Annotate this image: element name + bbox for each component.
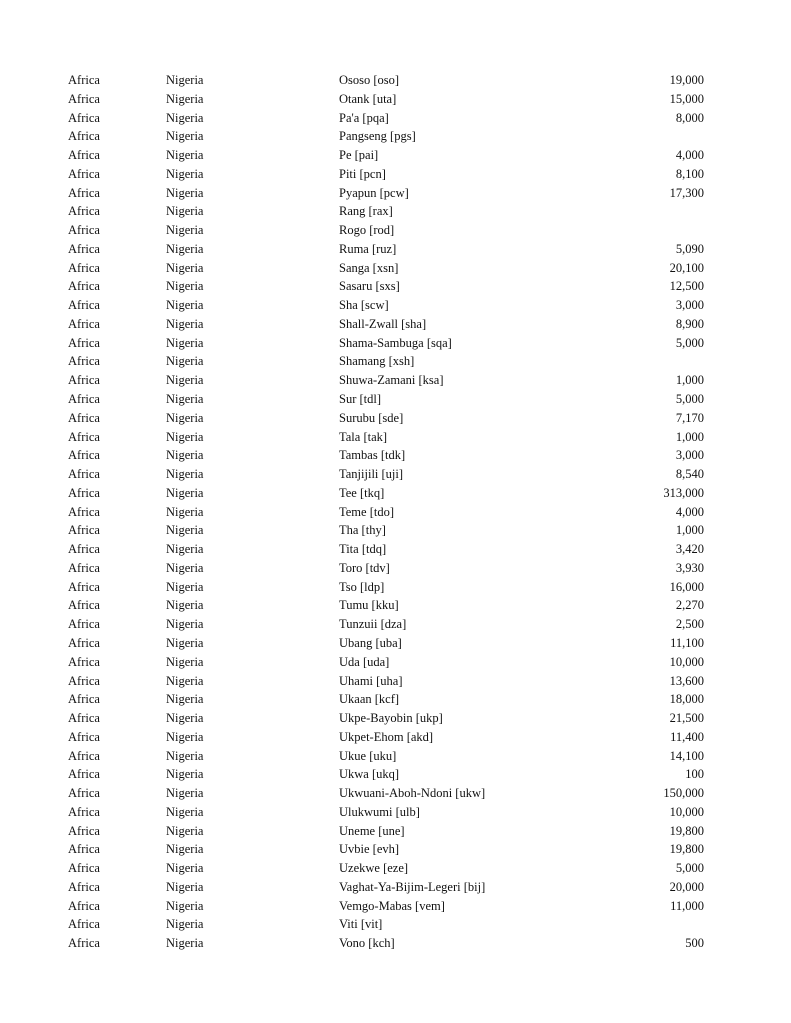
population-cell: 2,270 bbox=[675, 598, 704, 613]
table-row bbox=[68, 446, 704, 465]
population-cell: 11,400 bbox=[670, 729, 704, 744]
language-cell: Shall-Zwall [sha] bbox=[339, 316, 427, 331]
country-cell: Nigeria bbox=[166, 223, 204, 238]
language-cell: Tso [ldp] bbox=[339, 579, 385, 594]
language-cell: Otank [uta] bbox=[339, 91, 397, 106]
country-cell: Nigeria bbox=[166, 823, 204, 838]
population-cell: 8,540 bbox=[675, 467, 704, 482]
language-table bbox=[68, 71, 704, 953]
country-cell: Nigeria bbox=[166, 129, 204, 144]
table-row bbox=[68, 521, 704, 540]
table-row bbox=[68, 709, 704, 728]
country-cell: Nigeria bbox=[166, 861, 204, 876]
country-cell: Nigeria bbox=[166, 448, 204, 463]
language-cell: Vaghat-Ya-Bijim-Legeri [bij] bbox=[339, 879, 486, 894]
table-row bbox=[68, 202, 704, 221]
language-cell: Sha [scw] bbox=[339, 298, 389, 313]
region-cell: Africa bbox=[68, 223, 100, 238]
region-cell: Africa bbox=[68, 560, 100, 575]
region-cell: Africa bbox=[68, 260, 100, 275]
country-cell: Nigeria bbox=[166, 898, 204, 913]
table-row bbox=[68, 296, 704, 315]
population-cell: 1,000 bbox=[675, 429, 704, 444]
language-cell: Tumu [kku] bbox=[339, 598, 399, 613]
language-cell: Ukpe-Bayobin [ukp] bbox=[339, 711, 443, 726]
region-cell: Africa bbox=[68, 110, 100, 125]
table-row bbox=[68, 277, 704, 296]
country-cell: Nigeria bbox=[166, 617, 204, 632]
country-cell: Nigeria bbox=[166, 185, 204, 200]
language-cell: Teme [tdo] bbox=[339, 504, 395, 519]
table-row bbox=[68, 221, 704, 240]
region-cell: Africa bbox=[68, 166, 100, 181]
region-cell: Africa bbox=[68, 729, 100, 744]
table-row bbox=[68, 165, 704, 184]
country-cell: Nigeria bbox=[166, 542, 204, 557]
region-cell: Africa bbox=[68, 73, 100, 87]
region-cell: Africa bbox=[68, 917, 100, 932]
region-cell: Africa bbox=[68, 579, 100, 594]
table-row bbox=[68, 822, 704, 841]
country-cell: Nigeria bbox=[166, 879, 204, 894]
region-cell: Africa bbox=[68, 692, 100, 707]
language-cell: Tha [thy] bbox=[339, 523, 386, 538]
table-row bbox=[68, 352, 704, 371]
country-cell: Nigeria bbox=[166, 166, 204, 181]
language-cell: Uhami [uha] bbox=[339, 673, 403, 688]
language-cell: Ubang [uba] bbox=[339, 635, 402, 650]
table-row bbox=[68, 127, 704, 146]
language-cell: Ukpet-Ehom [akd] bbox=[339, 729, 434, 744]
language-cell: Ruma [ruz] bbox=[339, 241, 397, 256]
table-row bbox=[68, 634, 704, 653]
country-cell: Nigeria bbox=[166, 673, 204, 688]
language-cell: Surubu [sde] bbox=[339, 410, 404, 425]
country-cell: Nigeria bbox=[166, 560, 204, 575]
region-cell: Africa bbox=[68, 523, 100, 538]
country-cell: Nigeria bbox=[166, 335, 204, 350]
table-row bbox=[68, 897, 704, 916]
country-cell: Nigeria bbox=[166, 598, 204, 613]
country-cell: Nigeria bbox=[166, 523, 204, 538]
table-row bbox=[68, 484, 704, 503]
table-row bbox=[68, 728, 704, 747]
population-cell: 8,000 bbox=[675, 110, 704, 125]
table-row bbox=[68, 465, 704, 484]
region-cell: Africa bbox=[68, 879, 100, 894]
table-row bbox=[68, 315, 704, 334]
language-cell: Vono [kch] bbox=[339, 936, 395, 951]
region-cell: Africa bbox=[68, 842, 100, 857]
table-row bbox=[68, 859, 704, 878]
language-cell: Tunzuii [dza] bbox=[339, 617, 407, 632]
region-cell: Africa bbox=[68, 129, 100, 144]
population-cell: 4,000 bbox=[675, 504, 704, 519]
table-row bbox=[68, 915, 704, 934]
country-cell: Nigeria bbox=[166, 804, 204, 819]
table-row bbox=[68, 690, 704, 709]
country-cell: Nigeria bbox=[166, 392, 204, 407]
population-cell: 19,000 bbox=[669, 73, 704, 87]
language-cell: Ukaan [kcf] bbox=[339, 692, 400, 707]
region-cell: Africa bbox=[68, 485, 100, 500]
population-cell: 18,000 bbox=[669, 692, 704, 707]
population-cell: 21,500 bbox=[669, 711, 704, 726]
population-cell: 3,930 bbox=[675, 560, 704, 575]
table-row bbox=[68, 409, 704, 428]
population-cell: 16,000 bbox=[669, 579, 704, 594]
table-row bbox=[68, 765, 704, 784]
region-cell: Africa bbox=[68, 91, 100, 106]
region-cell: Africa bbox=[68, 748, 100, 763]
language-cell: Tambas [tdk] bbox=[339, 448, 406, 463]
table-row bbox=[68, 503, 704, 522]
country-cell: Nigeria bbox=[166, 373, 204, 388]
population-cell: 11,000 bbox=[670, 898, 704, 913]
population-cell: 11,100 bbox=[670, 635, 704, 650]
country-cell: Nigeria bbox=[166, 110, 204, 125]
table-row bbox=[68, 747, 704, 766]
table-row bbox=[68, 184, 704, 203]
region-cell: Africa bbox=[68, 598, 100, 613]
region-cell: Africa bbox=[68, 542, 100, 557]
language-cell: Pe [pai] bbox=[339, 148, 379, 163]
region-cell: Africa bbox=[68, 354, 100, 369]
population-cell: 19,800 bbox=[669, 842, 704, 857]
language-cell: Toro [tdv] bbox=[339, 560, 390, 575]
population-cell: 5,090 bbox=[675, 241, 704, 256]
country-cell: Nigeria bbox=[166, 692, 204, 707]
table-row bbox=[68, 240, 704, 259]
table-row bbox=[68, 653, 704, 672]
language-cell: Shamang [xsh] bbox=[339, 354, 415, 369]
table-row bbox=[68, 615, 704, 634]
language-cell: Uvbie [evh] bbox=[339, 842, 400, 857]
country-cell: Nigeria bbox=[166, 429, 204, 444]
region-cell: Africa bbox=[68, 241, 100, 256]
language-cell: Ukwa [ukq] bbox=[339, 767, 400, 782]
country-cell: Nigeria bbox=[166, 729, 204, 744]
population-cell: 17,300 bbox=[669, 185, 704, 200]
country-cell: Nigeria bbox=[166, 298, 204, 313]
population-cell: 20,000 bbox=[669, 879, 704, 894]
country-cell: Nigeria bbox=[166, 748, 204, 763]
table-row bbox=[68, 934, 704, 953]
region-cell: Africa bbox=[68, 635, 100, 650]
country-cell: Nigeria bbox=[166, 91, 204, 106]
language-cell: Piti [pcn] bbox=[339, 166, 386, 181]
country-cell: Nigeria bbox=[166, 316, 204, 331]
population-cell: 7,170 bbox=[675, 410, 704, 425]
table-row bbox=[68, 109, 704, 128]
region-cell: Africa bbox=[68, 148, 100, 163]
language-cell: Sur [tdl] bbox=[339, 392, 382, 407]
language-cell: Shuwa-Zamani [ksa] bbox=[339, 373, 444, 388]
population-cell: 5,000 bbox=[675, 335, 704, 350]
language-cell: Ulukwumi [ulb] bbox=[339, 804, 420, 819]
table-row bbox=[68, 428, 704, 447]
country-cell: Nigeria bbox=[166, 579, 204, 594]
language-cell: Sanga [xsn] bbox=[339, 260, 399, 275]
table-row bbox=[68, 334, 704, 353]
region-cell: Africa bbox=[68, 204, 100, 219]
region-cell: Africa bbox=[68, 654, 100, 669]
population-cell: 5,000 bbox=[675, 861, 704, 876]
table-row bbox=[68, 540, 704, 559]
country-cell: Nigeria bbox=[166, 786, 204, 801]
region-cell: Africa bbox=[68, 504, 100, 519]
region-cell: Africa bbox=[68, 316, 100, 331]
region-cell: Africa bbox=[68, 448, 100, 463]
region-cell: Africa bbox=[68, 279, 100, 294]
region-cell: Africa bbox=[68, 898, 100, 913]
region-cell: Africa bbox=[68, 936, 100, 951]
population-cell: 3,000 bbox=[675, 298, 704, 313]
region-cell: Africa bbox=[68, 392, 100, 407]
population-cell: 150,000 bbox=[663, 786, 704, 801]
country-cell: Nigeria bbox=[166, 241, 204, 256]
language-cell: Tala [tak] bbox=[339, 429, 388, 444]
population-cell: 14,100 bbox=[669, 748, 704, 763]
population-cell: 100 bbox=[685, 767, 704, 782]
table-row bbox=[68, 146, 704, 165]
country-cell: Nigeria bbox=[166, 279, 204, 294]
region-cell: Africa bbox=[68, 673, 100, 688]
population-cell: 10,000 bbox=[669, 804, 704, 819]
table-row bbox=[68, 578, 704, 597]
region-cell: Africa bbox=[68, 429, 100, 444]
country-cell: Nigeria bbox=[166, 936, 204, 951]
table-row bbox=[68, 371, 704, 390]
population-cell: 8,900 bbox=[675, 316, 704, 331]
population-cell: 12,500 bbox=[669, 279, 704, 294]
country-cell: Nigeria bbox=[166, 842, 204, 857]
language-cell: Tita [tdq] bbox=[339, 542, 387, 557]
population-cell: 8,100 bbox=[675, 166, 704, 181]
population-cell: 2,500 bbox=[675, 617, 704, 632]
country-cell: Nigeria bbox=[166, 148, 204, 163]
table-row bbox=[68, 840, 704, 859]
language-cell: Shama-Sambuga [sqa] bbox=[339, 335, 452, 350]
country-cell: Nigeria bbox=[166, 260, 204, 275]
table-row bbox=[68, 71, 704, 90]
language-cell: Rogo [rod] bbox=[339, 223, 395, 238]
language-cell: Pa'a [pqa] bbox=[339, 110, 389, 125]
table-row bbox=[68, 259, 704, 278]
population-cell: 1,000 bbox=[675, 373, 704, 388]
population-cell: 19,800 bbox=[669, 823, 704, 838]
language-cell: Ukwuani-Aboh-Ndoni [ukw] bbox=[339, 786, 486, 801]
country-cell: Nigeria bbox=[166, 711, 204, 726]
country-cell: Nigeria bbox=[166, 635, 204, 650]
country-cell: Nigeria bbox=[166, 410, 204, 425]
region-cell: Africa bbox=[68, 767, 100, 782]
region-cell: Africa bbox=[68, 786, 100, 801]
language-cell: Ukue [uku] bbox=[339, 748, 397, 763]
table-row bbox=[68, 390, 704, 409]
country-cell: Nigeria bbox=[166, 767, 204, 782]
language-cell: Viti [vit] bbox=[339, 917, 383, 932]
region-cell: Africa bbox=[68, 804, 100, 819]
population-cell: 20,100 bbox=[669, 260, 704, 275]
country-cell: Nigeria bbox=[166, 504, 204, 519]
region-cell: Africa bbox=[68, 861, 100, 876]
table-row bbox=[68, 878, 704, 897]
language-cell: Tee [tkq] bbox=[339, 485, 385, 500]
region-cell: Africa bbox=[68, 467, 100, 482]
country-cell: Nigeria bbox=[166, 654, 204, 669]
language-cell: Ososo [oso] bbox=[339, 73, 400, 87]
country-cell: Nigeria bbox=[166, 354, 204, 369]
region-cell: Africa bbox=[68, 410, 100, 425]
population-cell: 15,000 bbox=[669, 91, 704, 106]
population-cell: 3,000 bbox=[675, 448, 704, 463]
population-cell: 10,000 bbox=[669, 654, 704, 669]
population-cell: 3,420 bbox=[675, 542, 704, 557]
country-cell: Nigeria bbox=[166, 485, 204, 500]
language-cell: Pangseng [pgs] bbox=[339, 129, 416, 144]
region-cell: Africa bbox=[68, 335, 100, 350]
language-cell: Pyapun [pcw] bbox=[339, 185, 409, 200]
region-cell: Africa bbox=[68, 185, 100, 200]
population-cell: 5,000 bbox=[675, 392, 704, 407]
population-cell: 13,600 bbox=[669, 673, 704, 688]
table-row bbox=[68, 803, 704, 822]
table-row bbox=[68, 784, 704, 803]
region-cell: Africa bbox=[68, 298, 100, 313]
table-row bbox=[68, 596, 704, 615]
language-cell: Tanjijili [uji] bbox=[339, 467, 404, 482]
population-cell: 1,000 bbox=[675, 523, 704, 538]
country-cell: Nigeria bbox=[166, 73, 204, 87]
region-cell: Africa bbox=[68, 617, 100, 632]
language-cell: Uneme [une] bbox=[339, 823, 405, 838]
population-cell: 313,000 bbox=[663, 485, 704, 500]
region-cell: Africa bbox=[68, 373, 100, 388]
country-cell: Nigeria bbox=[166, 204, 204, 219]
region-cell: Africa bbox=[68, 823, 100, 838]
table-row bbox=[68, 672, 704, 691]
population-cell: 4,000 bbox=[675, 148, 704, 163]
country-cell: Nigeria bbox=[166, 467, 204, 482]
region-cell: Africa bbox=[68, 711, 100, 726]
language-cell: Sasaru [sxs] bbox=[339, 279, 400, 294]
table-row bbox=[68, 90, 704, 109]
language-cell: Uzekwe [eze] bbox=[339, 861, 409, 876]
language-cell: Vemgo-Mabas [vem] bbox=[339, 898, 445, 913]
table-row bbox=[68, 559, 704, 578]
language-cell: Uda [uda] bbox=[339, 654, 390, 669]
country-cell: Nigeria bbox=[166, 917, 204, 932]
language-cell: Rang [rax] bbox=[339, 204, 393, 219]
population-cell: 500 bbox=[685, 936, 704, 951]
